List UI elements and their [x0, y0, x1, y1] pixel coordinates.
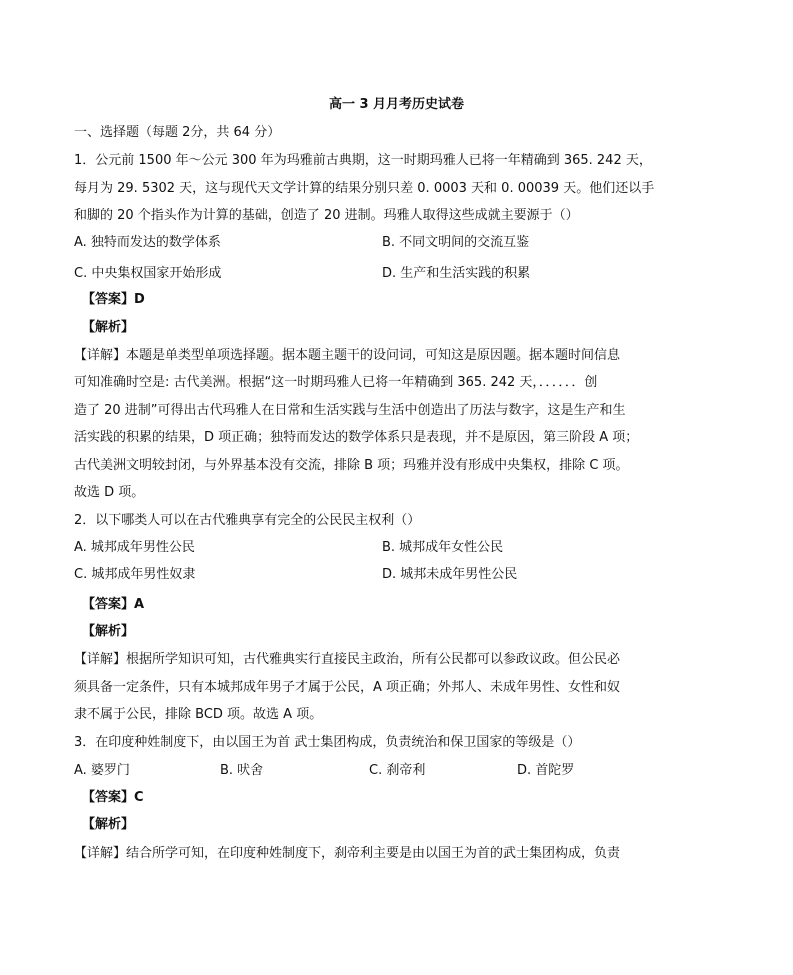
q1-detail-line-4: 活实践的积累的结果，D 项正确；独特而发达的数学体系只是表现，并不是原因，第三阶段 A 项； [74, 430, 639, 445]
q3-option-a: A. 婆罗门 [74, 763, 130, 778]
q1-stem-line-2: 每月为 29. 5302 天，这与现代天文学计算的结果分别只差 0. 0003 天和 0. 00039 天。他们还以手 [74, 181, 655, 196]
q2-detail-line-2: 须具备一定条件，只有本城邦成年男子才属于公民，A 项正确；外邦人、未成年男性、女性和奴 [74, 680, 621, 695]
q3-option-c: C. 刹帝利 [369, 763, 426, 778]
q2-analysis-label: 【解析】 [82, 624, 135, 639]
q1-answer: 【答案】D [82, 292, 145, 307]
q1-option-b: B. 不同文明间的交流互鉴 [382, 235, 530, 250]
q1-stem-line-3: 和脚的 20 个指头作为计算的基础，创造了 20 进制。玛雅人取得这些成就主要源于（） [74, 208, 579, 223]
q1-detail-line-3: 造了 20 进制”可得出古代玛雅人在日常和生活实践与生活中创造出了历法与数字，这是生产和生 [74, 403, 626, 418]
section-heading: 一、选择题（每题 2分，共 64 分） [74, 125, 281, 140]
q1-detail-line-5: 古代美洲文明较封闭，与外界基本没有交流，排除 B 项；玛雅并没有形成中央集权，排除 C 项。 [74, 458, 629, 473]
q2-option-d: D. 城邦未成年男性公民 [382, 567, 518, 582]
q2-option-c: C. 城邦成年男性奴隶 [74, 567, 196, 582]
q1-detail-line-2: 可知准确时空是: 古代美洲。根据“这一时期玛雅人已将一年精确到 365. 242 天，．．．．．．创 [74, 375, 598, 390]
q1-detail-line-1: 【详解】本题是单类型单项选择题。据本题主题干的设问词，可知这是原因题。据本题时间信息 [74, 348, 621, 363]
q2-detail-line-3: 隶不属于公民，排除 BCD 项。故选 A 项。 [74, 707, 323, 722]
q3-detail-line-1: 【详解】结合所学可知，在印度种姓制度下，刹帝利主要是由以国王为首的武士集团构成，负责 [74, 846, 621, 861]
q1-option-c: C. 中央集权国家开始形成 [74, 266, 222, 281]
q3-analysis-label: 【解析】 [82, 817, 135, 832]
page-title: 高一 3 月月考历史试卷 [328, 97, 465, 112]
q3-answer: 【答案】C [82, 790, 144, 805]
q3-option-b: B. 吠舍 [220, 763, 264, 778]
q2-option-b: B. 城邦成年女性公民 [382, 540, 504, 555]
q1-stem-line-1: 1．公元前 1500 年～公元 300 年为玛雅前古典期，这一时期玛雅人已将一年精确到 365. 242 天， [74, 153, 652, 168]
q1-option-d: D. 生产和生活实践的积累 [382, 266, 531, 281]
q1-detail-line-6: 故选 D 项。 [74, 485, 145, 500]
q2-stem: 2．以下哪类人可以在古代雅典享有完全的公民民主权利（） [74, 513, 421, 528]
q1-analysis-label: 【解析】 [82, 320, 135, 335]
q2-option-a: A. 城邦成年男性公民 [74, 540, 195, 555]
q2-detail-line-1: 【详解】根据所学知识可知，古代雅典实行直接民主政治，所有公民都可以参政议政。但公民必 [74, 652, 621, 667]
q3-option-d: D. 首陀罗 [517, 763, 575, 778]
q3-stem: 3．在印度种姓制度下，由以国王为首 武士集团构成，负责统治和保卫国家的等级是（） [74, 735, 581, 750]
q1-option-a: A. 独特而发达的数学体系 [74, 235, 221, 250]
q2-answer: 【答案】A [82, 597, 145, 612]
